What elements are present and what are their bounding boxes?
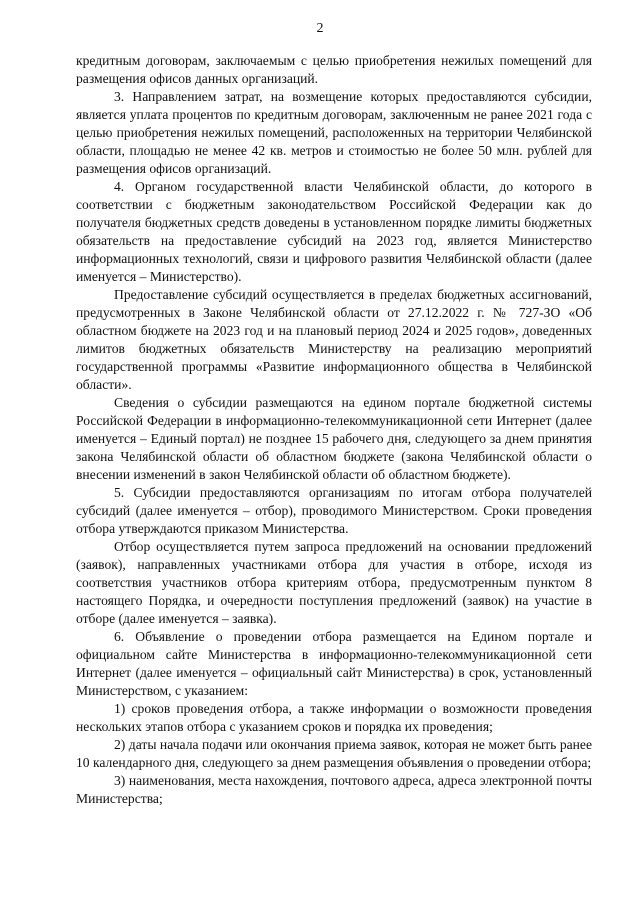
paragraph-subsidy-info: Сведения о субсидии размещаются на едином портале бюджетной системы Российской Федерации в информационно-телекоммуникационной сети Интернет (далее именуется – Единый портал) не позднее 15 рабочего дня, следующего за днем принятия закона Челябинской области об областном бюджете (закона Челябинской области о внесении изменений в закон Челябинской области об областном бюджете). bbox=[76, 395, 592, 482]
paragraph-item-3: 3. Направлением затрат, на возмещение которых предоставляются субсидии, является уплата процентов по кредитным договорам, заключенным не ранее 2021 года с целью приобретения нежилых помещений, расположенных на территории Челябинской области, площадью не менее 42 кв. метров и стоимостью не более 50 млн. рублей для размещения офисов организаций. bbox=[76, 89, 592, 176]
paragraph-item-5: 5. Субсидии предоставляются организациям по итогам отбора получателей субсидий (далее именуется – отбор), проводимого Министерством. Сроки проведения отбора утверждаются приказом Министерства. bbox=[76, 485, 592, 536]
paragraph-selection-method: Отбор осуществляется путем запроса предложений на основании предложений (заявок), направленных участниками отбора для участия в отборе, исходя из соответствия участников отбора критериям отбора, предусмотренным пунктом 8 настоящего Порядка, и очередности поступления предложений (заявок) на участие в отборе (далее именуется – заявка). bbox=[76, 539, 592, 626]
list-item-1: 1) сроков проведения отбора, а также информации о возможности проведения нескольких этапов отбора с указанием сроков и порядка их проведения; bbox=[76, 701, 592, 734]
paragraph-budget-allocations: Предоставление субсидий осуществляется в пределах бюджетных ассигнований, предусмотренных в Законе Челябинской области от 27.12.2022 г. № 727-ЗО «Об областном бюджете на 2023 год и на плановый период 2024 и 2025 годов», доведенных лимитов бюджетных обязательств Министерству на реализацию мероприятий государственной программы «Развитие информационного общества в Челябинской области». bbox=[76, 287, 592, 392]
page-number: 2 bbox=[316, 21, 324, 36]
paragraph-item-4: 4. Органом государственной власти Челябинской области, до которого в соответствии с бюджетным законодательством Российской Федерации как до получателя бюджетных средств доведены в установленном порядке лимиты бюджетных обязательств на предоставление субсидий на 2023 год, является Министерство информационных технологий, связи и цифрового развития Челябинской области (далее именуется – Министерство). bbox=[76, 179, 592, 284]
list-item-3: 3) наименования, места нахождения, почтового адреса, адреса электронной почты Министерства; bbox=[76, 773, 592, 806]
paragraph-item-6: 6. Объявление о проведении отбора размещается на Едином портале и официальном сайте Министерства в информационно-телекоммуникационной сети Интернет (далее именуется – официальный сайт Министерства) в срок, установленный Министерством, с указанием: bbox=[76, 629, 592, 698]
document-body bbox=[76, 52, 592, 808]
list-item-2: 2) даты начала подачи или окончания приема заявок, которая не может быть ранее 10 календарного дня, следующего за днем размещения объявления о проведении отбора; bbox=[76, 737, 592, 770]
paragraph-continuation: кредитным договорам, заключаемым с целью приобретения нежилых помещений для размещения офисов данных организаций. bbox=[76, 53, 592, 86]
